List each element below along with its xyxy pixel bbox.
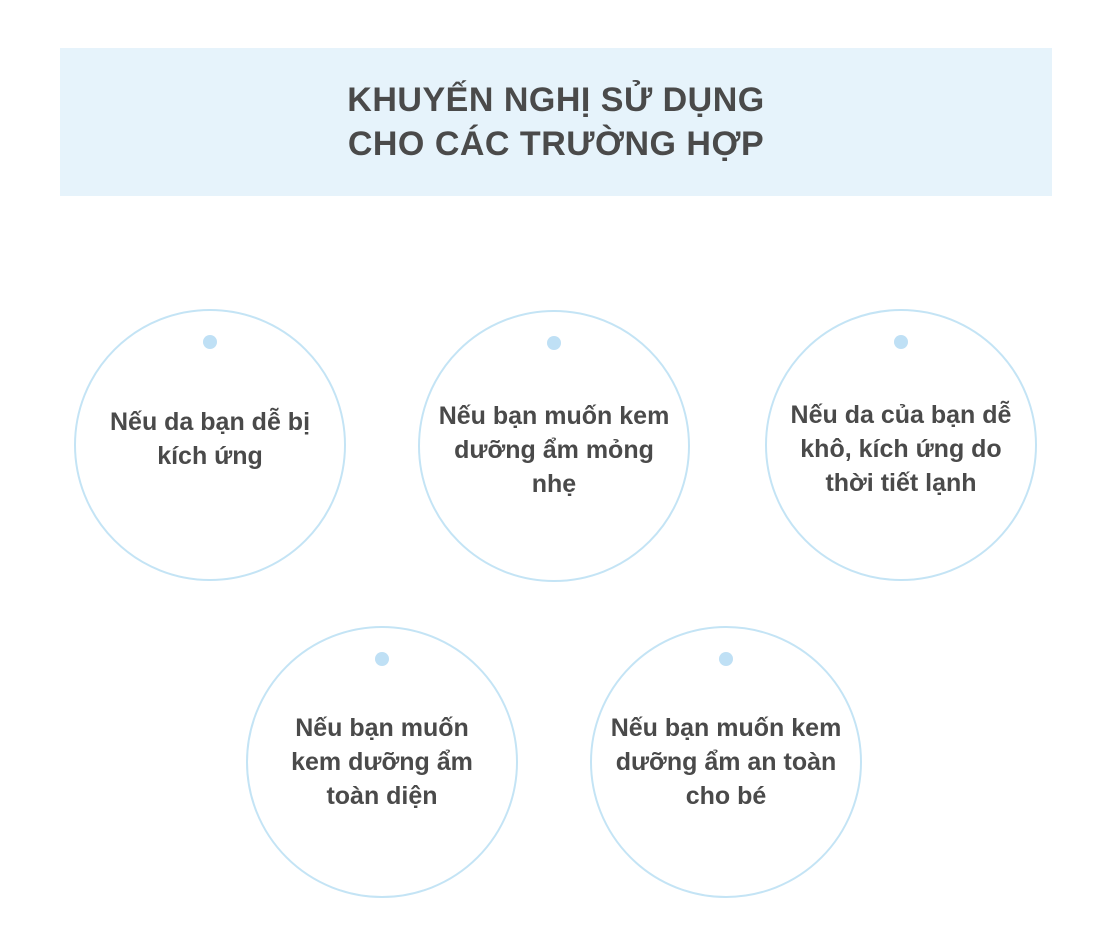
case-text-line: Nếu bạn muốn kem — [610, 714, 842, 742]
case-text-line: Nếu bạn muốn kem — [438, 402, 670, 430]
case-text-line: dưỡng ẩm mỏng — [454, 436, 654, 464]
case-circle-1 — [74, 309, 346, 581]
case-circle-2 — [418, 310, 690, 582]
title-line-1: KHUYẾN NGHỊ SỬ DỤNG — [347, 81, 765, 119]
dot-icon — [375, 652, 389, 666]
case-text — [763, 398, 1039, 500]
case-text-line: kem dưỡng ẩm — [291, 748, 473, 776]
case-text — [244, 711, 520, 813]
case-circle-3 — [765, 309, 1037, 581]
case-text-line: nhẹ — [531, 470, 577, 498]
case-text-line: Nếu bạn muốn — [295, 714, 469, 742]
dot-icon — [894, 335, 908, 349]
case-text-line: khô, kích ứng do — [800, 435, 1002, 463]
case-text — [416, 399, 692, 501]
dot-icon — [547, 336, 561, 350]
case-text-line: Nếu da của bạn dễ — [790, 401, 1012, 429]
case-text-line: toàn diện — [326, 782, 438, 810]
title-line-2: CHO CÁC TRƯỜNG HỢP — [347, 125, 765, 163]
case-text — [72, 405, 348, 473]
case-text-line: thời tiết lạnh — [825, 469, 977, 497]
dot-icon — [203, 335, 217, 349]
dot-icon — [719, 652, 733, 666]
case-text-line: kích ứng — [157, 442, 263, 470]
case-text — [588, 711, 864, 813]
case-text-line: dưỡng ẩm an toàn — [615, 748, 837, 776]
case-circle-4 — [246, 626, 518, 898]
case-text-line: cho bé — [685, 782, 767, 810]
header-banner — [60, 48, 1052, 196]
case-circle-5 — [590, 626, 862, 898]
case-text-line: Nếu da bạn dễ bị — [109, 408, 311, 436]
